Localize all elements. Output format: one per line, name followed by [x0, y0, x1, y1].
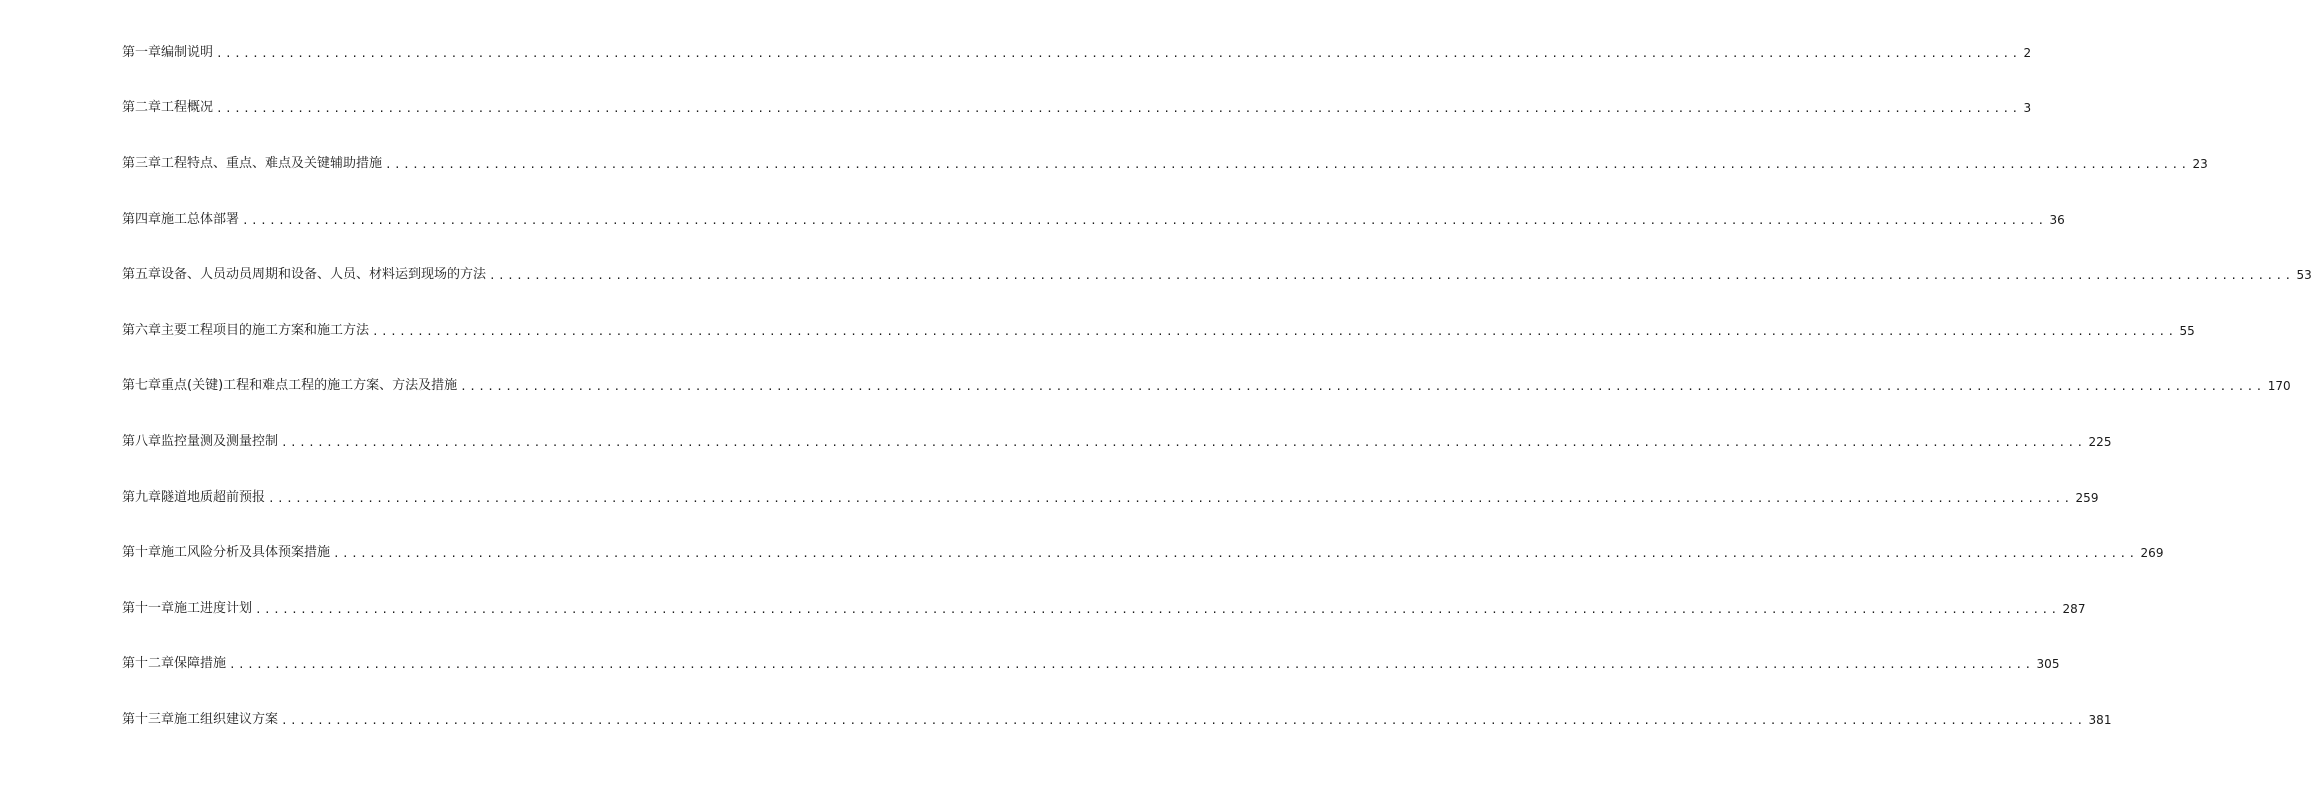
chapter-title: 监控量测及测量控制 — [161, 433, 279, 449]
chapter-title: 施工风险分析及具体预案措施 — [161, 545, 331, 561]
page-number: 259 — [2075, 490, 2099, 505]
chapter-number: 第十二章 — [122, 656, 175, 672]
toc-entry-3[interactable] — [122, 136, 2208, 192]
page-number: 225 — [2088, 434, 2112, 449]
chapter-number: 第七章 — [122, 378, 162, 394]
toc-entry-1[interactable] — [122, 25, 2032, 81]
chapter-number: 第六章 — [122, 322, 162, 338]
chapter-number: 第四章 — [122, 211, 162, 227]
page-number: 2 — [2023, 45, 2032, 60]
chapter-number: 第二章 — [122, 100, 162, 116]
toc-entry-10[interactable] — [122, 525, 2164, 581]
toc-entry-6[interactable] — [122, 303, 2195, 359]
page-number: 305 — [2036, 657, 2060, 672]
dot-leader: ........................................................................................................................................................................................................ — [216, 46, 2021, 60]
chapter-title: 隧道地质超前预报 — [161, 489, 266, 505]
dot-leader: ........................................................................................................................................................................................................ — [216, 102, 2021, 116]
toc-entry-11[interactable] — [122, 581, 2086, 637]
chapter-title: 施工总体部署 — [161, 211, 240, 227]
chapter-title: 编制说明 — [161, 44, 214, 60]
dot-leader: ........................................................................................................................................................................................................ — [333, 547, 2138, 561]
chapter-title: 保障措施 — [174, 656, 227, 672]
toc-entry-4[interactable] — [122, 192, 2065, 248]
dot-leader: ........................................................................................................................................................................................................ — [385, 157, 2190, 171]
chapter-number: 第十一章 — [122, 600, 175, 616]
page-number: 170 — [2267, 379, 2291, 394]
chapter-title: 施工进度计划 — [174, 600, 253, 616]
page-number: 3 — [2023, 101, 2032, 116]
toc-entry-8[interactable] — [122, 414, 2112, 470]
toc-entry-2[interactable] — [122, 81, 2032, 137]
chapter-number: 第十三章 — [122, 711, 175, 727]
chapter-number: 第五章 — [122, 267, 162, 283]
toc-entry-13[interactable] — [122, 692, 2112, 748]
page-number: 269 — [2140, 546, 2164, 561]
dot-leader: ........................................................................................................................................................................................................ — [372, 324, 2177, 338]
chapter-title: 设备、人员动员周期和设备、人员、材料运到现场的方法 — [161, 267, 487, 283]
dot-leader: ........................................................................................................................................................................................................ — [489, 269, 2294, 283]
dot-leader: ........................................................................................................................................................................................................ — [229, 658, 2034, 672]
chapter-number: 第三章 — [122, 155, 162, 171]
chapter-title: 施工组织建议方案 — [174, 711, 279, 727]
dot-leader: ........................................................................................................................................................................................................ — [255, 602, 2060, 616]
dot-leader: ........................................................................................................................................................................................................ — [281, 435, 2086, 449]
chapter-title: 工程特点、重点、难点及关键辅助措施 — [161, 155, 383, 171]
dot-leader: ........................................................................................................................................................................................................ — [281, 713, 2086, 727]
chapter-title: 工程概况 — [161, 100, 214, 116]
chapter-number: 第八章 — [122, 433, 162, 449]
toc-entry-7[interactable] — [122, 359, 2291, 415]
chapter-number: 第一章 — [122, 44, 162, 60]
chapter-number: 第十章 — [122, 545, 162, 561]
chapter-title: 重点(关键)工程和难点工程的施工方案、方法及措施 — [161, 378, 458, 394]
page-number: 55 — [2179, 323, 2195, 338]
dot-leader: ........................................................................................................................................................................................................ — [242, 213, 2047, 227]
page-number: 53 — [2296, 268, 2312, 283]
page-number: 381 — [2088, 712, 2112, 727]
toc-entry-12[interactable] — [122, 637, 2060, 693]
page-number: 36 — [2049, 212, 2065, 227]
page-number: 287 — [2062, 601, 2086, 616]
toc-entry-9[interactable] — [122, 470, 2099, 526]
dot-leader: ........................................................................................................................................................................................................ — [268, 491, 2073, 505]
dot-leader: ........................................................................................................................................................................................................ — [460, 380, 2265, 394]
page-number: 23 — [2192, 156, 2208, 171]
table-of-contents — [122, 25, 2312, 748]
chapter-title: 主要工程项目的施工方案和施工方法 — [161, 322, 370, 338]
toc-entry-5[interactable] — [122, 247, 2312, 303]
chapter-number: 第九章 — [122, 489, 162, 505]
